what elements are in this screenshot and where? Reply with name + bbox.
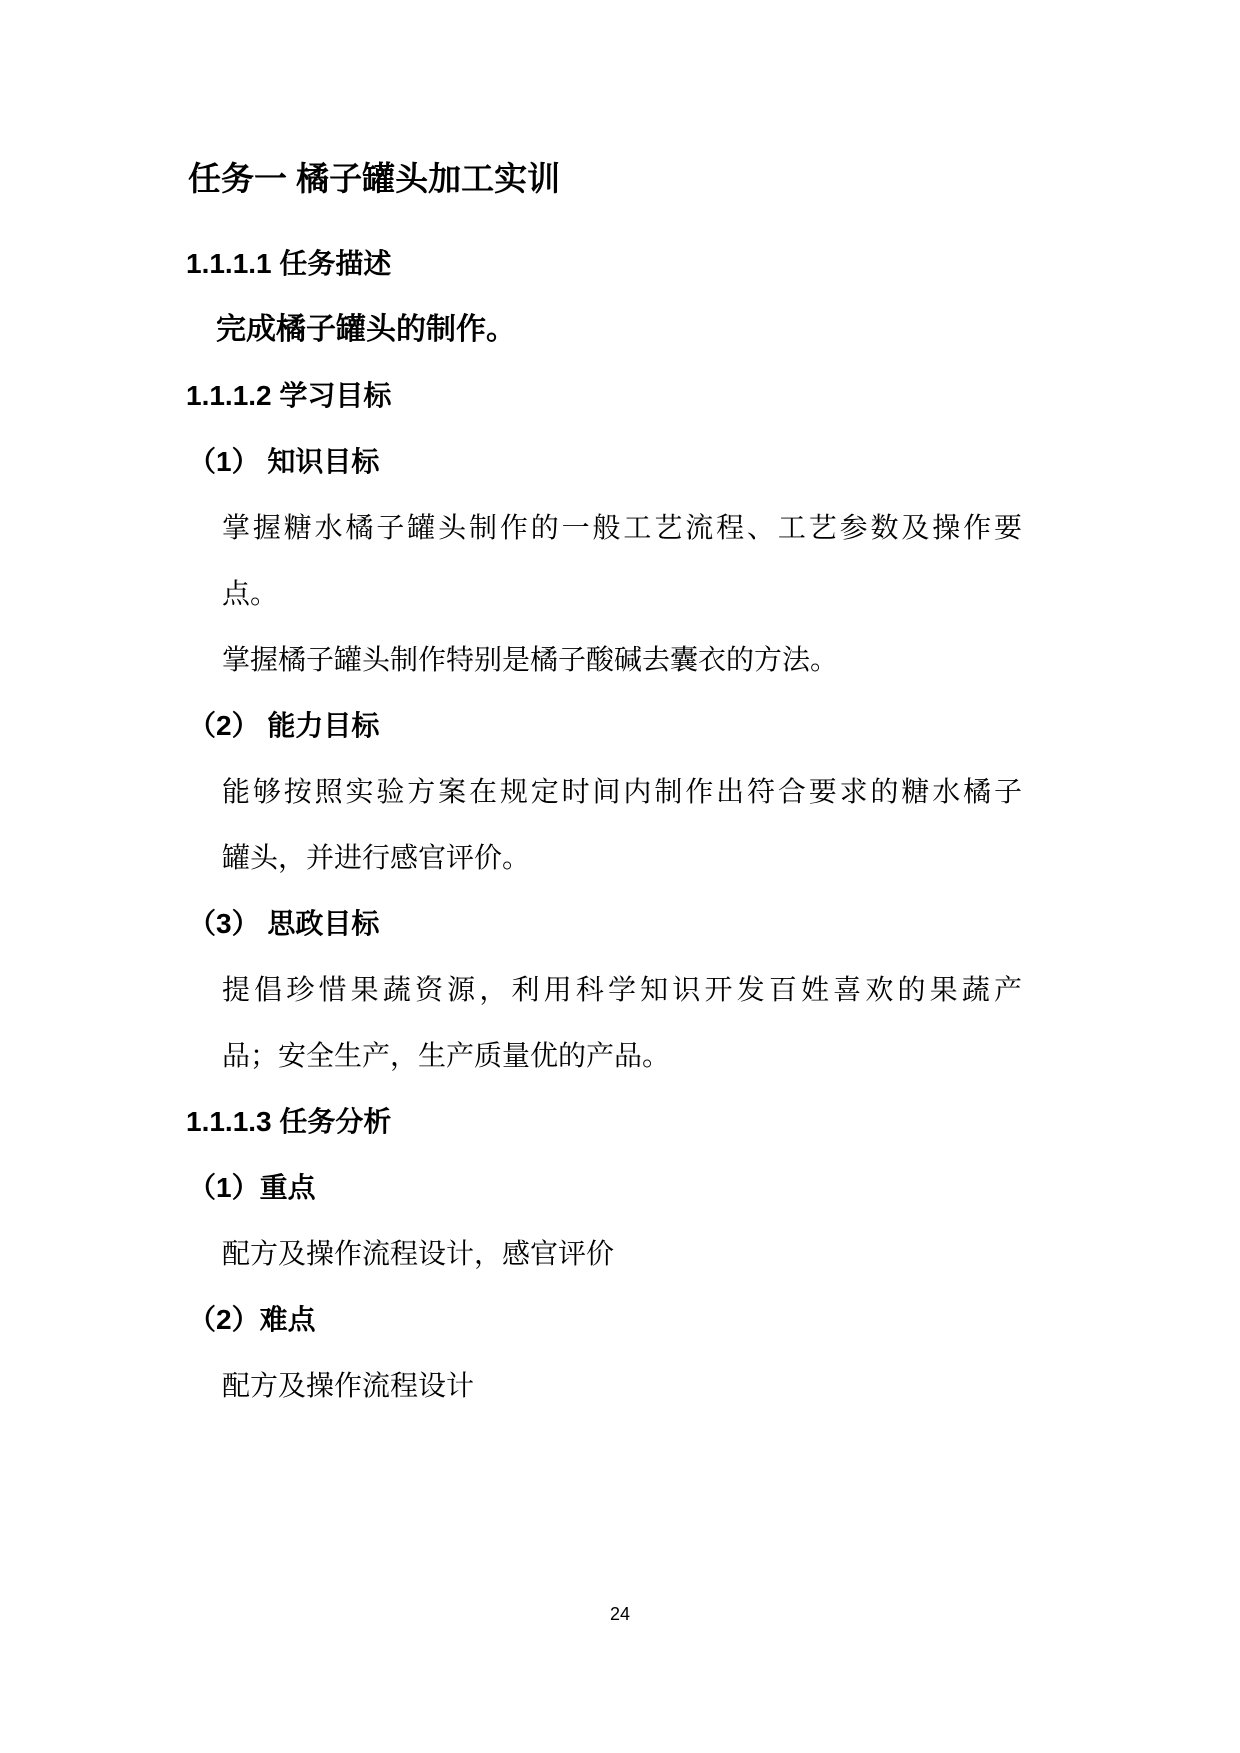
knowledge-goal-line: 掌握糖水橘子罐头制作的一般工艺流程、工艺参数及操作要 [222, 513, 1022, 544]
subheading-knowledge-goal: （1） 知识目标 [188, 446, 380, 477]
subheading-key-points: （1）重点 [188, 1172, 316, 1203]
task-description-text: 完成橘子罐头的制作。 [216, 313, 516, 346]
subheading-ability-goal: （2） 能力目标 [188, 710, 380, 741]
ideology-goal-line: 品；安全生产，生产质量优的产品。 [222, 1041, 671, 1072]
heading-task-description: 1.1.1.1 任务描述 [186, 248, 392, 279]
knowledge-goal-line: 点。 [222, 579, 279, 610]
page-number: 24 [609, 1604, 631, 1624]
difficult-points-line: 配方及操作流程设计 [222, 1371, 475, 1402]
key-points-line: 配方及操作流程设计，感官评价 [222, 1239, 615, 1270]
knowledge-goal-line: 掌握橘子罐头制作特别是橘子酸碱去囊衣的方法。 [222, 645, 839, 676]
ability-goal-line: 能够按照实验方案在规定时间内制作出符合要求的糖水橘子 [222, 777, 1022, 808]
doc-title: 任务一 橘子罐头加工实训 [188, 160, 561, 197]
ability-goal-line: 罐头，并进行感官评价。 [222, 843, 531, 874]
heading-learning-goals: 1.1.1.2 学习目标 [186, 380, 392, 411]
subheading-difficult-points: （2）难点 [188, 1304, 316, 1335]
ideology-goal-line: 提倡珍惜果蔬资源，利用科学知识开发百姓喜欢的果蔬产 [222, 975, 1022, 1006]
heading-task-analysis: 1.1.1.3 任务分析 [186, 1106, 392, 1137]
subheading-ideology-goal: （3） 思政目标 [188, 908, 380, 939]
